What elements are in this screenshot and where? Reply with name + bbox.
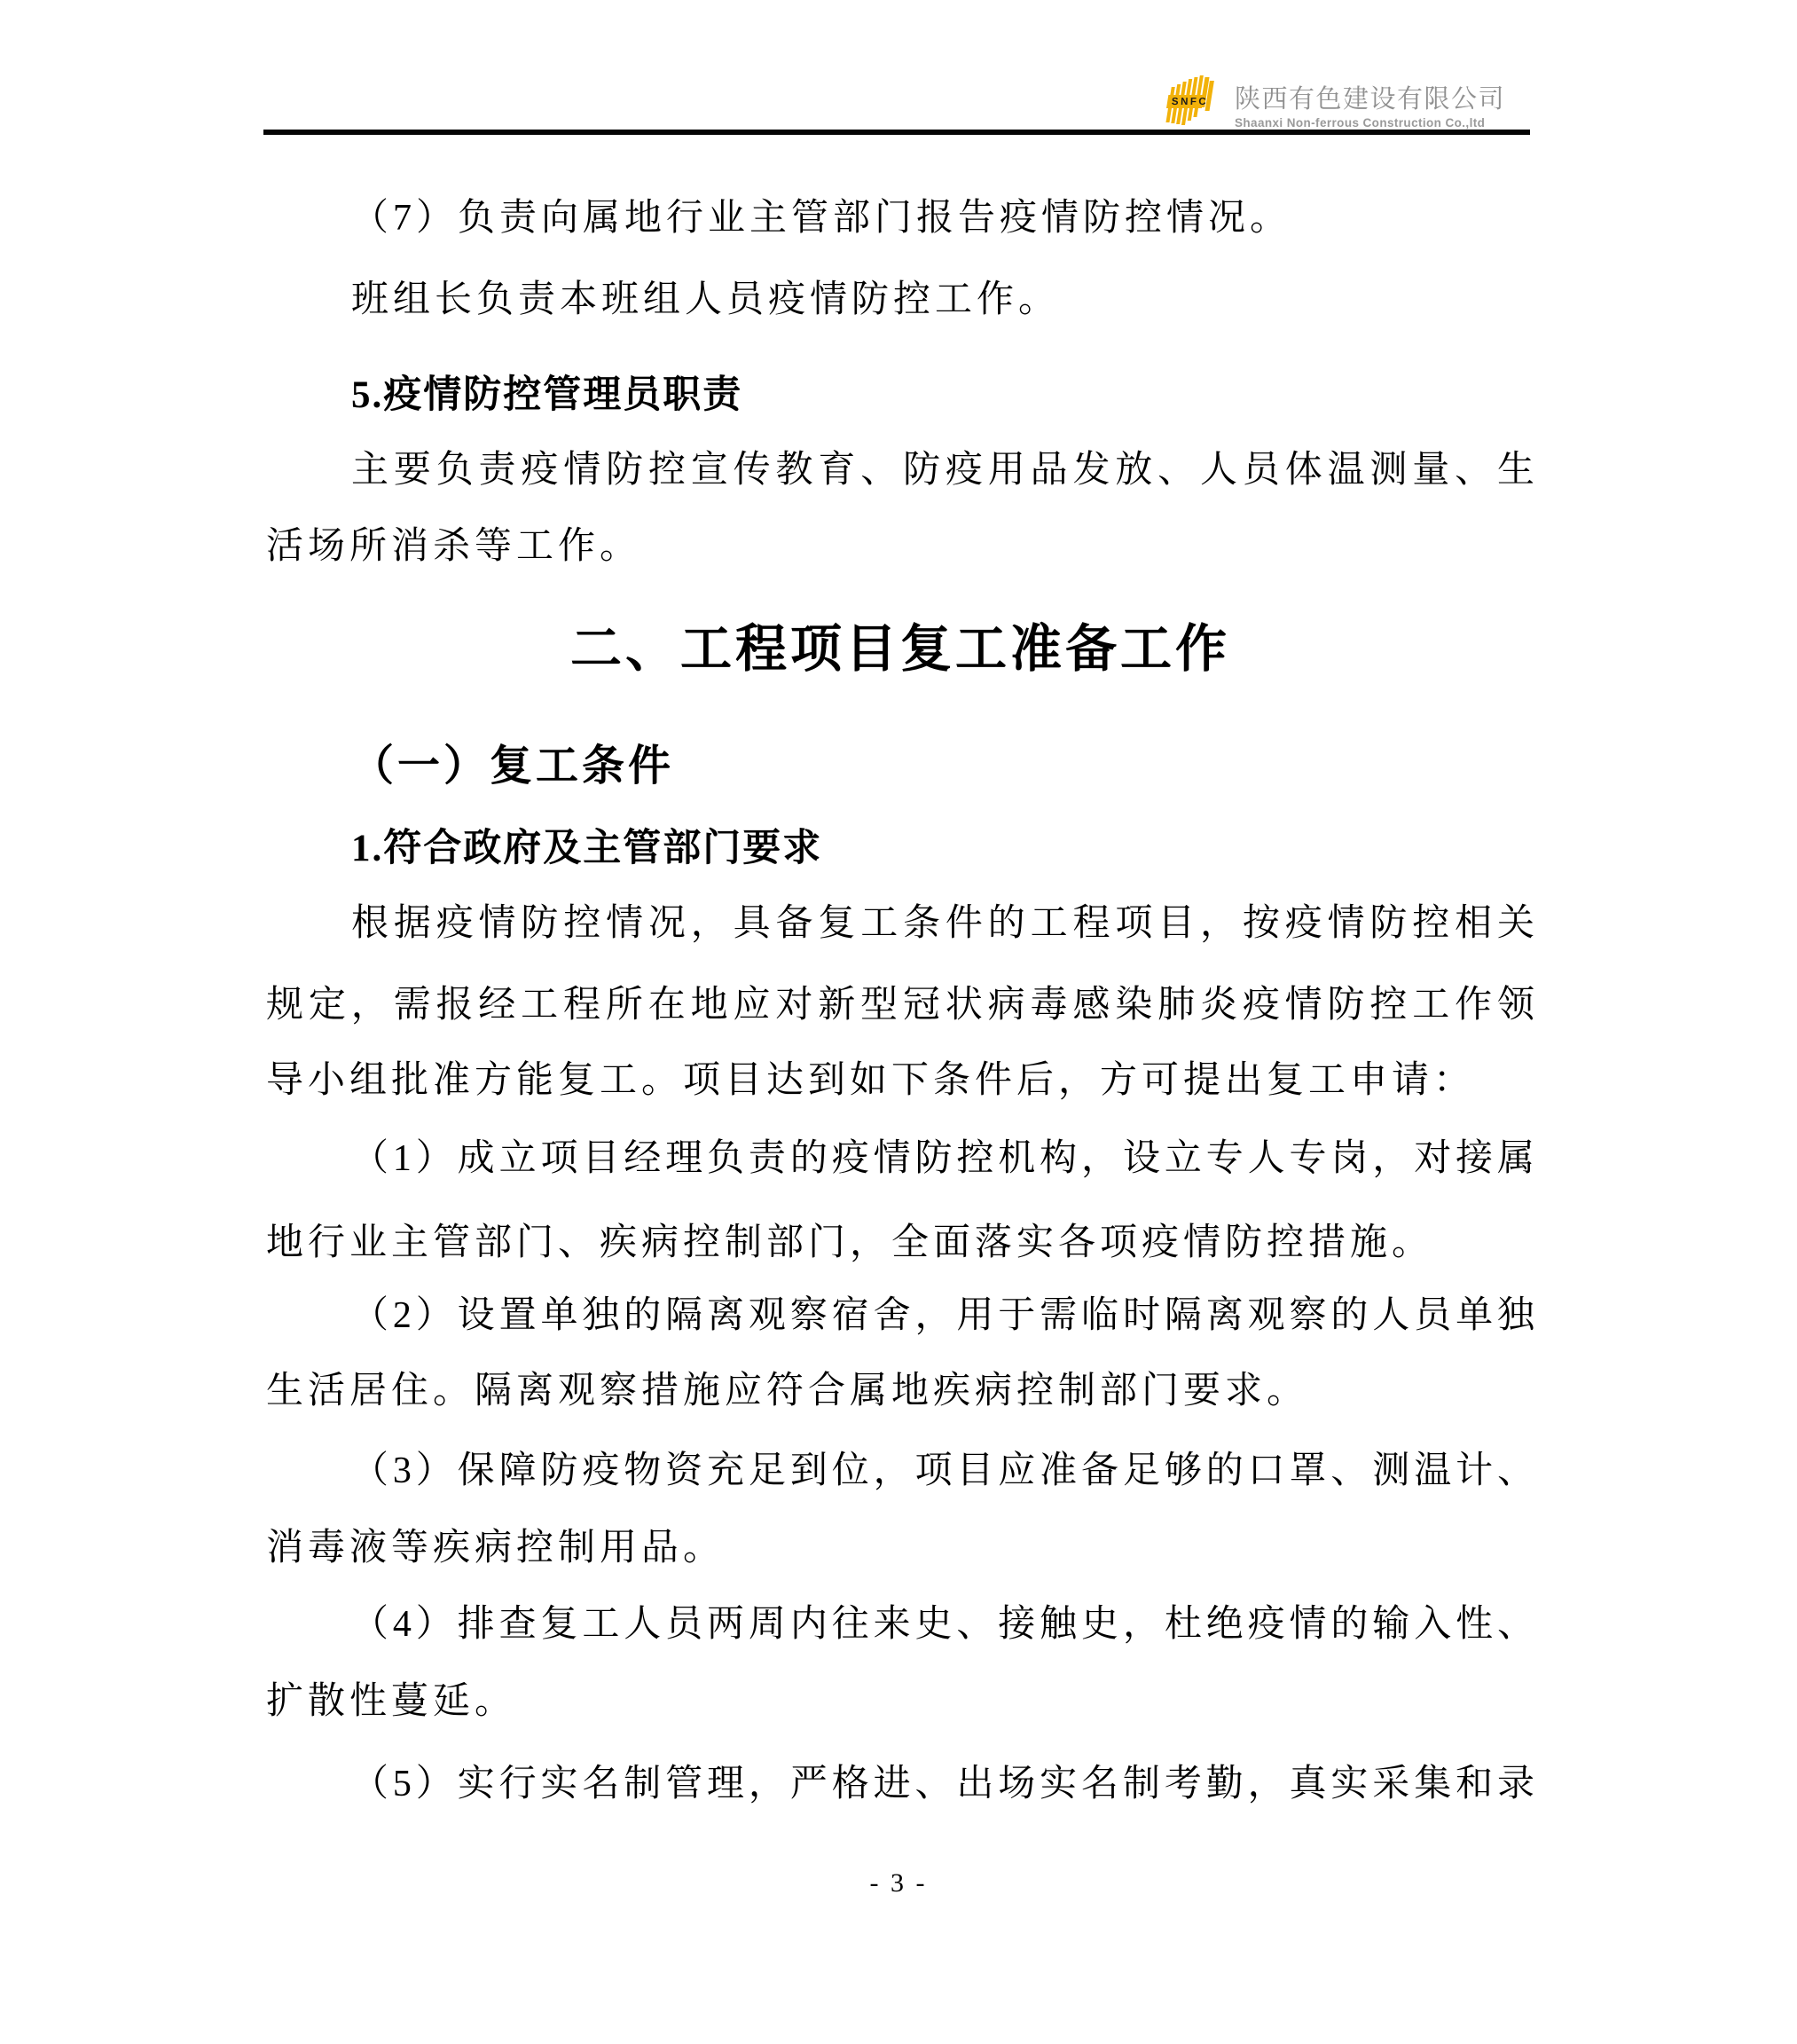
paragraph-line: 消毒液等疾病控制用品。 bbox=[266, 1528, 726, 1568]
paragraph-line: 生活居住。隔离观察措施应符合属地疾病控制部门要求。 bbox=[266, 1371, 1309, 1411]
paragraph-line: 导小组批准方能复工。项目达到如下条件后，方可提出复工申请： bbox=[266, 1060, 1476, 1101]
paragraph-line: （4）排查复工人员两周内往来史、接触史，杜绝疫情的输入性、 bbox=[351, 1604, 1534, 1645]
paragraph-line: 主要负责疫情防控宣传教育、防疫用品发放、人员体温测量、生 bbox=[351, 450, 1534, 491]
subsection-heading: 5.疫情防控管理员职责 bbox=[351, 374, 743, 416]
header-divider bbox=[263, 130, 1530, 135]
paragraph-line: （5）实行实名制管理，严格进、出场实名制考勤，真实采集和录 bbox=[351, 1764, 1534, 1804]
paragraph-line: （2）设置单独的隔离观察宿舍，用于需临时隔离观察的人员单独 bbox=[351, 1295, 1534, 1336]
company-logo-icon bbox=[1163, 75, 1220, 128]
subsection-title: （一）复工条件 bbox=[351, 743, 675, 790]
paragraph-line: （7）负责向属地行业主管部门报告疫情防控情况。 bbox=[351, 198, 1292, 239]
paragraph-line: 扩散性蔓延。 bbox=[266, 1681, 517, 1722]
logo-abbr-text: SNFC bbox=[1171, 97, 1209, 107]
paragraph-line: 地行业主管部门、疾病控制部门，全面落实各项疫情防控措施。 bbox=[266, 1222, 1434, 1263]
page-number: - 3 - bbox=[869, 1868, 928, 1898]
company-name-cn: 陕西有色建设有限公司 bbox=[1235, 85, 1506, 114]
paragraph-line: （3）保障防疫物资充足到位，项目应准备足够的口罩、测温计、 bbox=[351, 1450, 1534, 1491]
paragraph-line: 根据疫情防控情况，具备复工条件的工程项目，按疫情防控相关 bbox=[351, 903, 1534, 944]
section-title: 二、工程项目复工准备工作 bbox=[569, 620, 1230, 678]
paragraph-line: 活场所消杀等工作。 bbox=[266, 526, 642, 567]
paragraph-line: 班组长负责本班组人员疫情防控工作。 bbox=[351, 279, 1061, 320]
paragraph-line: 规定，需报经工程所在地应对新型冠状病毒感染肺炎疫情防控工作领 bbox=[266, 985, 1534, 1026]
paragraph-line: （1）成立项目经理负责的疫情防控机构，设立专人专岗，对接属 bbox=[351, 1138, 1534, 1179]
subsection-heading: 1.符合政府及主管部门要求 bbox=[351, 828, 823, 869]
company-name-block bbox=[1235, 85, 1506, 130]
company-name-en: Shaanxi Non-ferrous Construction Co.,ltd bbox=[1235, 116, 1486, 130]
